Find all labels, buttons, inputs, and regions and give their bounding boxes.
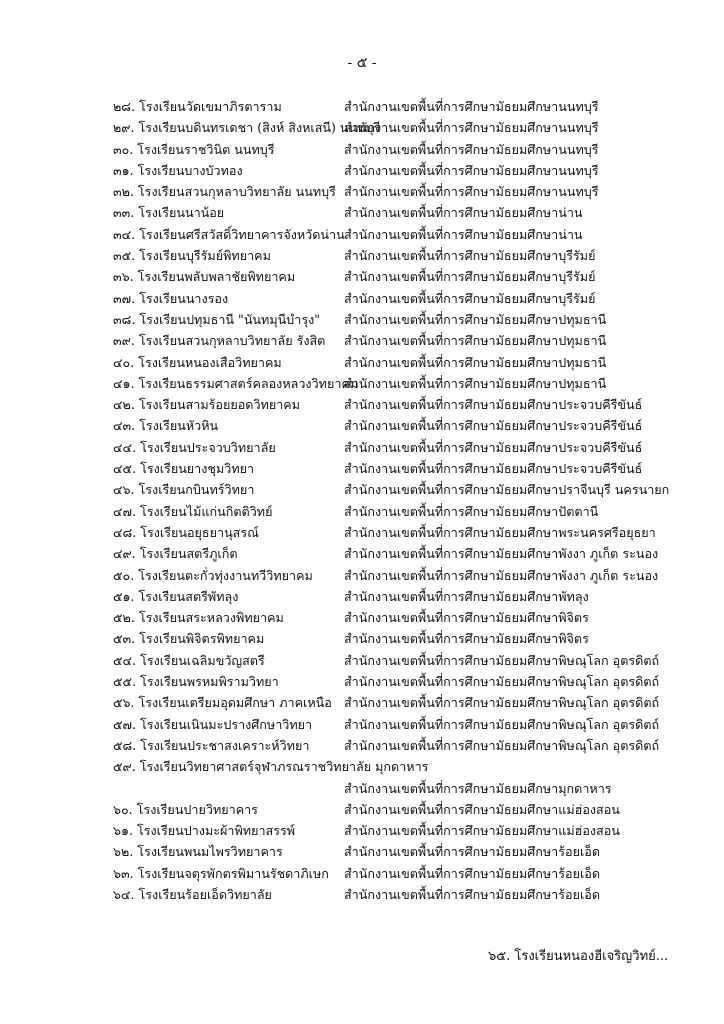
list-item [0,778,724,799]
list-item [0,841,724,862]
list-item [0,650,724,671]
list-item [0,714,724,735]
education-office: สำนักงานเขตพื้นที่การศึกษามัธยมศึกษาประจวบคีรีขันธ์ [344,397,643,413]
school-name: ๓๘. โรงเรียนปทุมธานี "นันทมุนีบำรุง" [113,311,321,327]
education-office: สำนักงานเขตพื้นที่การศึกษามัธยมศึกษาปทุมธานี [344,311,607,327]
list-item [0,117,724,138]
school-name: ๔๔. โรงเรียนประจวบวิทยาลัย [113,439,276,455]
education-office: สำนักงานเขตพื้นที่การศึกษามัธยมศึกษาน่าน [344,226,583,242]
list-item [0,96,724,117]
list-item [0,586,724,607]
list-item [0,202,724,223]
education-office: สำนักงานเขตพื้นที่การศึกษามัธยมศึกษาพระนครศรีอยุธยา [344,524,656,540]
education-office: สำนักงานเขตพื้นที่การศึกษามัธยมศึกษาร้อยเอ็ด [344,886,600,902]
list-item [0,756,724,777]
education-office: สำนักงานเขตพื้นที่การศึกษามัธยมศึกษานนทบุรี [344,141,599,157]
school-name: ๖๑. โรงเรียนปางมะผ้าพิทยาสรรพ์ [113,823,296,839]
education-office: สำนักงานเขตพื้นที่การศึกษามัธยมศึกษาพิษณุโลก อุตรดิตถ์ [344,716,660,732]
education-office: สำนักงานเขตพื้นที่การศึกษามัธยมศึกษาแม่ฮ่องสอน [344,801,620,817]
list-item [0,820,724,841]
education-office: สำนักงานเขตพื้นที่การศึกษามัธยมศึกษามุกดาหาร [344,780,612,796]
list-item [0,437,724,458]
school-name: ๔๖. โรงเรียนกบินทร์วิทยา [113,482,255,498]
school-name: ๕๕. โรงเรียนพรหมพิรามวิทยา [113,674,279,690]
education-office: สำนักงานเขตพื้นที่การศึกษามัธยมศึกษาพิษณุโลก อุตรดิตถ์ [344,652,660,668]
school-name: ๔๕. โรงเรียนยางชุมวิทยา [113,461,255,477]
education-office: สำนักงานเขตพื้นที่การศึกษามัธยมศึกษาร้อยเอ็ด [344,844,600,860]
list-item [0,415,724,436]
school-name: ๖๒. โรงเรียนพนมไพรวิทยาคาร [113,844,283,860]
school-list [0,96,724,905]
school-name: ๕๘. โรงเรียนประชาสงเคราะห์วิทยา [113,737,310,753]
school-name: ๕๙. โรงเรียนวิทยาศาสตร์จุฬาภรณราชวิทยาลัย มุกดาหาร [113,759,429,775]
education-office: สำนักงานเขตพื้นที่การศึกษามัธยมศึกษาปทุมธานี [344,333,607,349]
list-item [0,266,724,287]
school-name: ๕๗. โรงเรียนเนินมะปรางศึกษาวิทยา [113,716,313,732]
list-item [0,522,724,543]
school-name: ๖๓. โรงเรียนจตุรพักตรพิมานรัชดาภิเษก [113,865,329,881]
list-item [0,181,724,202]
list-item [0,373,724,394]
education-office: สำนักงานเขตพื้นที่การศึกษามัธยมศึกษานนทบุรี [344,120,599,136]
school-name: ๔๑. โรงเรียนธรรมศาสตร์คลองหลวงวิทยาคม [113,375,359,391]
school-name: ๓๖. โรงเรียนพลับพลาชัยพิทยาคม [113,269,296,285]
education-office: สำนักงานเขตพื้นที่การศึกษามัธยมศึกษาพิษณุโลก อุตรดิตถ์ [344,695,660,711]
school-name: ๕๖. โรงเรียนเตรียมอุดมศึกษา ภาคเหนือ [113,695,332,711]
list-item [0,543,724,564]
education-office: สำนักงานเขตพื้นที่การศึกษามัธยมศึกษาปัตตานี [344,503,599,519]
school-name: ๓๙. โรงเรียนสวนกุหลาบวิทยาลัย รังสิต [113,333,326,349]
education-office: สำนักงานเขตพื้นที่การศึกษามัธยมศึกษาบุรีรัมย์ [344,290,596,306]
list-item [0,139,724,160]
list-item [0,607,724,628]
list-item [0,501,724,522]
school-name: ๓๗. โรงเรียนนางรอง [113,290,229,306]
education-office: สำนักงานเขตพื้นที่การศึกษามัธยมศึกษาแม่ฮ่องสอน [344,823,620,839]
education-office: สำนักงานเขตพื้นที่การศึกษามัธยมศึกษาประจวบคีรีขันธ์ [344,418,643,434]
list-item [0,565,724,586]
list-item [0,224,724,245]
school-name: ๕๔. โรงเรียนเฉลิมขวัญสตรี [113,652,265,668]
list-item [0,352,724,373]
school-name: ๕๑. โรงเรียนสตรีพัทลุง [113,588,239,604]
education-office: สำนักงานเขตพื้นที่การศึกษามัธยมศึกษาประจวบคีรีขันธ์ [344,439,643,455]
education-office: สำนักงานเขตพื้นที่การศึกษามัธยมศึกษาพิษณุโลก อุตรดิตถ์ [344,674,660,690]
school-name: ๔๒. โรงเรียนสามร้อยยอดวิทยาคม [113,397,301,413]
school-name: ๓๓. โรงเรียนนาน้อย [113,205,225,221]
school-name: ๔๓. โรงเรียนหัวหิน [113,418,219,434]
school-name: ๓๕. โรงเรียนบุรีรัมย์พิทยาคม [113,248,271,264]
list-item [0,863,724,884]
list-item [0,799,724,820]
list-item [0,479,724,500]
school-name: ๖๐. โรงเรียนปายวิทยาคาร [113,801,258,817]
list-item [0,735,724,756]
education-office: สำนักงานเขตพื้นที่การศึกษามัธยมศึกษาพิจิตร [344,610,589,626]
education-office: สำนักงานเขตพื้นที่การศึกษามัธยมศึกษาพังงา ภูเก็ต ระนอง [344,546,659,562]
list-item [0,245,724,266]
school-name: ๔๘. โรงเรียนอยุธยานุสรณ์ [113,524,259,540]
list-item [0,458,724,479]
education-office: สำนักงานเขตพื้นที่การศึกษามัธยมศึกษาน่าน [344,205,583,221]
education-office: สำนักงานเขตพื้นที่การศึกษามัธยมศึกษาพิจิตร [344,631,589,647]
education-office: สำนักงานเขตพื้นที่การศึกษามัธยมศึกษาพัทลุง [344,588,589,604]
school-name: ๒๙. โรงเรียนบดินทรเดชา (สิงห์ สิงหเสนี) นนทบุรี [113,120,381,136]
school-name: ๖๔. โรงเรียนร้อยเอ็ดวิทยาลัย [113,886,272,902]
education-office: สำนักงานเขตพื้นที่การศึกษามัธยมศึกษาปทุมธานี [344,354,607,370]
school-name: ๓๐. โรงเรียนราชวินิต นนทบุรี [113,141,275,157]
school-name: ๓๒. โรงเรียนสวนกุหลาบวิทยาลัย นนทบุรี [113,184,336,200]
school-name: ๓๑. โรงเรียนบางบัวทอง [113,162,243,178]
page-number: - ๕ - [347,55,377,71]
education-office: สำนักงานเขตพื้นที่การศึกษามัธยมศึกษาปทุมธานี [344,375,607,391]
list-item [0,160,724,181]
list-item [0,628,724,649]
education-office: สำนักงานเขตพื้นที่การศึกษามัธยมศึกษาประจวบคีรีขันธ์ [344,461,643,477]
school-name: ๔๙. โรงเรียนสตรีภูเก็ต [113,546,238,562]
list-item [0,884,724,905]
education-office: สำนักงานเขตพื้นที่การศึกษามัธยมศึกษาพิษณุโลก อุตรดิตถ์ [344,737,660,753]
school-name: ๕๓. โรงเรียนพิจิตรพิทยาคม [113,631,265,647]
school-name: ๔๗. โรงเรียนไม้แก่นกิตติวิทย์ [113,503,273,519]
education-office: สำนักงานเขตพื้นที่การศึกษามัธยมศึกษานนทบุรี [344,162,599,178]
education-office: สำนักงานเขตพื้นที่การศึกษามัธยมศึกษานนทบุรี [344,99,599,114]
list-item [0,288,724,309]
school-name: ๕๐. โรงเรียนตะกั่วทุ่งงานทวีวิทยาคม [113,567,313,583]
education-office: สำนักงานเขตพื้นที่การศึกษามัธยมศึกษาร้อยเอ็ด [344,865,600,881]
list-item [0,330,724,351]
list-item [0,671,724,692]
list-item [0,692,724,713]
school-name: ๔๐. โรงเรียนหนองเสือวิทยาคม [113,354,282,370]
education-office: สำนักงานเขตพื้นที่การศึกษามัธยมศึกษาพังงา ภูเก็ต ระนอง [344,567,659,583]
list-item [0,309,724,330]
education-office: สำนักงานเขตพื้นที่การศึกษามัธยมศึกษาบุรีรัมย์ [344,248,596,264]
school-name: ๒๘. โรงเรียนวัดเขมาภิรตาราม [113,99,282,114]
continuation-note: ๖๕. โรงเรียนหนองฮีเจริญวิทย์... [488,949,669,964]
education-office: สำนักงานเขตพื้นที่การศึกษามัธยมศึกษาปราจีนบุรี นครนายก [344,482,670,498]
list-item [0,394,724,415]
school-name: ๓๔. โรงเรียนศรีสวัสดิ์วิทยาคารจังหวัดน่าน [113,226,345,242]
education-office: สำนักงานเขตพื้นที่การศึกษามัธยมศึกษานนทบุรี [344,184,599,200]
school-name: ๕๒. โรงเรียนสระหลวงพิทยาคม [113,610,284,626]
education-office: สำนักงานเขตพื้นที่การศึกษามัธยมศึกษาบุรีรัมย์ [344,269,596,285]
